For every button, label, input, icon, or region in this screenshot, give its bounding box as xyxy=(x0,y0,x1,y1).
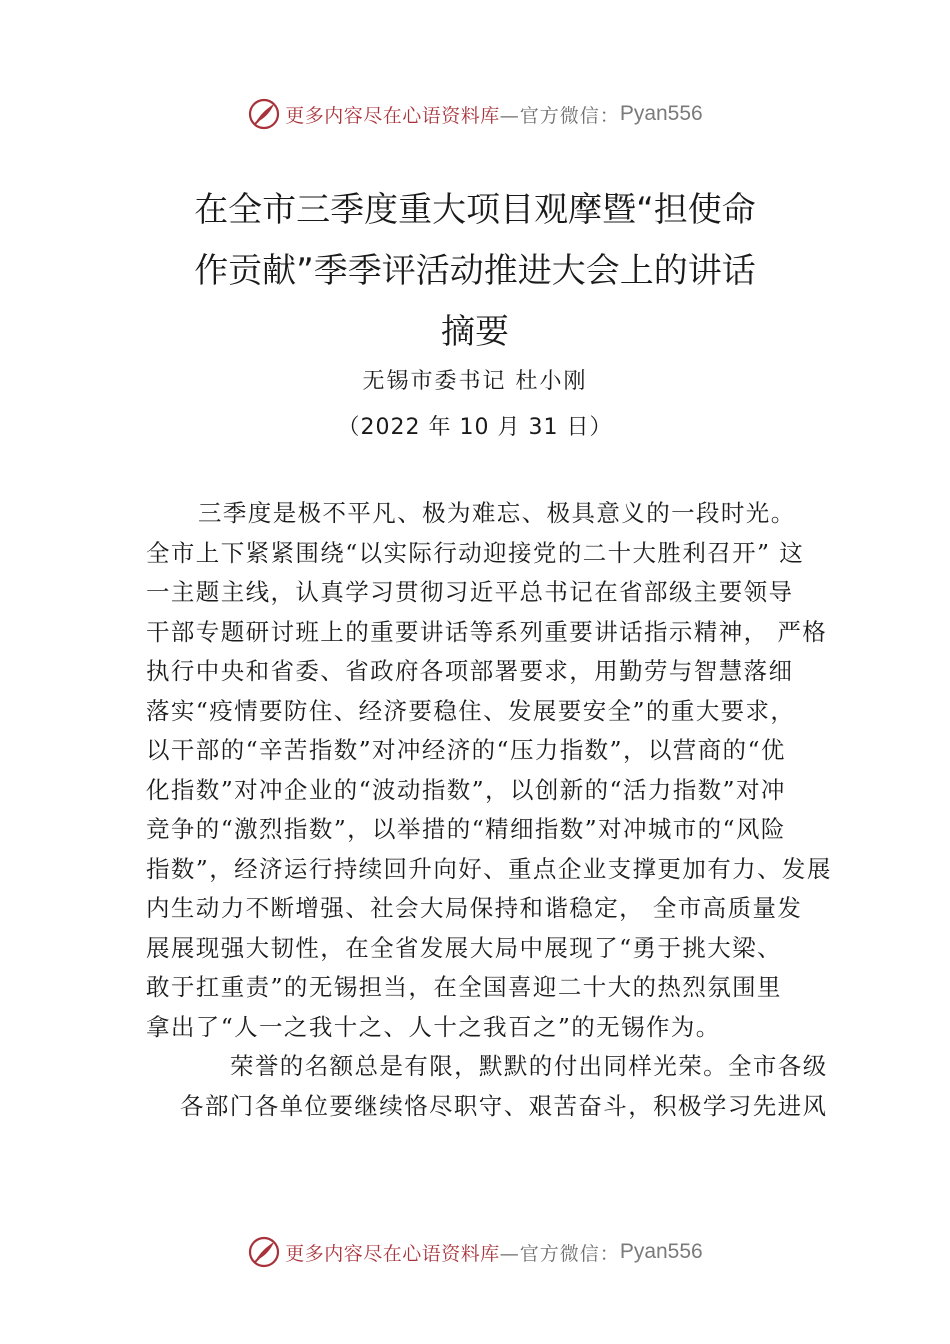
watermark-banner-bottom xyxy=(0,1232,950,1272)
document-body xyxy=(146,494,832,1126)
document-author: 无锡市委书记 杜小刚 xyxy=(362,369,588,394)
body-line: 荣誉的名额总是有限，默默的付出同样光荣。全市各级 xyxy=(230,1052,828,1080)
title-line: 作贡献”季季评活动推进大会上的讲话 xyxy=(194,251,756,291)
body-line: 化指数”对冲企业的“波动指数”，以创新的“活力指数”对冲 xyxy=(146,775,786,804)
body-line: 落实“疫情要防住、经济要稳住、发展要安全”的重大要求， xyxy=(146,696,796,725)
document-title xyxy=(150,180,800,363)
body-line: 一主题主线，认真学习贯彻习近平总书记在省部级主要领导 xyxy=(146,578,794,606)
body-line: 拿出了“人一之我十之、人十之我百之”的无锡作为。 xyxy=(146,1012,721,1041)
watermark-wechat-id: Pyan556 xyxy=(619,1240,703,1263)
quill-seal-icon xyxy=(247,1235,281,1269)
title-line: 在全市三季度重大项目观摩暨“担使命 xyxy=(194,190,756,230)
watermark-left-text: 更多内容尽在心语资料库 xyxy=(285,104,500,127)
body-line: 执行中央和省委、省政府各项部署要求，用勤劳与智慧落细 xyxy=(146,657,794,685)
body-line: 指数”，经济运行持续回升向好、重点企业支撑更加有力、发展 xyxy=(146,854,832,883)
watermark-right-text: —官方微信： xyxy=(499,1242,620,1265)
title-line: 摘要 xyxy=(441,312,509,352)
body-line: 三季度是极不平凡、极为难忘、极具意义的一段时光。 xyxy=(198,499,796,527)
watermark-left-text: 更多内容尽在心语资料库 xyxy=(285,1242,500,1265)
watermark-right-text: —官方微信： xyxy=(499,104,620,127)
body-line: 内生动力不断增强、社会大局保持和谐稳定， 全市高质量发 xyxy=(146,894,803,922)
body-line: 敢于扛重责”的无锡担当，在全国喜迎二十大的热烈氛围里 xyxy=(146,973,782,1001)
watermark-wechat-id: Pyan556 xyxy=(619,102,703,125)
document-date: （2022 年 10 月 31 日） xyxy=(337,415,613,440)
body-line: 以干部的“辛苦指数”对冲经济的“压力指数”，以营商的“优 xyxy=(146,736,786,764)
body-line: 全市上下紧紧围绕“以实际行动迎接党的二十大胜利召开” 这 xyxy=(146,538,805,567)
body-line: 各部门各单位要继续恪尽职守、艰苦奋斗，积极学习先进风 xyxy=(180,1091,828,1120)
watermark-banner-top xyxy=(0,94,950,134)
body-line: 干部专题研讨班上的重要讲话等系列重要讲话指示精神， 严格 xyxy=(146,617,828,646)
quill-seal-icon xyxy=(247,97,281,131)
body-line: 竞争的“激烈指数”，以举措的“精细指数”对冲城市的“风险 xyxy=(146,815,786,843)
body-line: 展展现强大韧性，在全省发展大局中展现了“勇于挑大梁、 xyxy=(146,933,782,962)
